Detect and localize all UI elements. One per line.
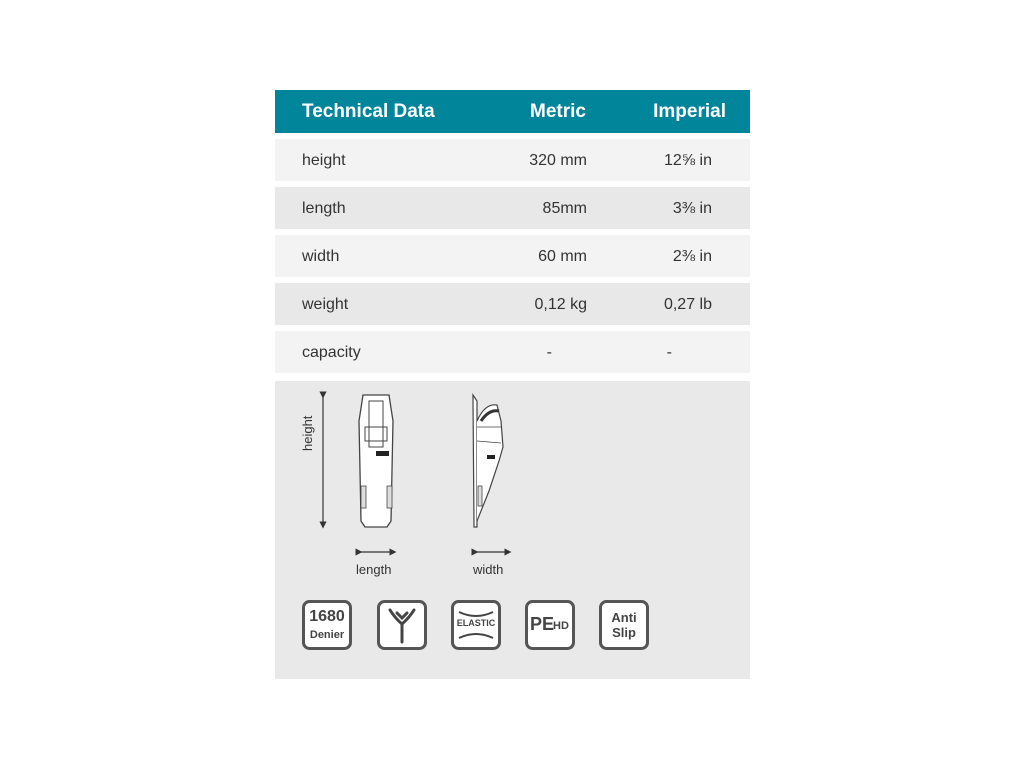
length-label: length bbox=[356, 562, 392, 577]
row-metric: 60 mm bbox=[538, 248, 587, 265]
row-label: length bbox=[302, 200, 346, 217]
table-row bbox=[275, 235, 750, 277]
width-label: width bbox=[473, 562, 504, 577]
anti-slip-badge: Anti Slip bbox=[599, 600, 649, 650]
row-label: capacity bbox=[302, 344, 361, 361]
row-metric: 85mm bbox=[542, 200, 587, 217]
side-holster-outline bbox=[473, 395, 477, 527]
elastic-badge: ELASTIC bbox=[451, 600, 501, 650]
pehd-badge: PE HD bbox=[525, 600, 575, 650]
row-metric: 320 mm bbox=[529, 152, 587, 169]
row-metric: - bbox=[546, 344, 552, 361]
denier-badge: 1680 Denier bbox=[302, 600, 352, 650]
row-imperial: 3⅜ in bbox=[672, 200, 712, 217]
technical-data-table bbox=[275, 90, 750, 373]
table-row bbox=[275, 283, 750, 325]
row-metric: 0,12 kg bbox=[534, 296, 587, 313]
row-imperial: 12⅝ in bbox=[663, 152, 712, 169]
header-metric: Metric bbox=[530, 101, 586, 122]
header-technical-data: Technical Data bbox=[302, 101, 435, 122]
height-label: height bbox=[300, 415, 315, 451]
header-imperial: Imperial bbox=[653, 101, 726, 122]
row-label: width bbox=[302, 248, 340, 265]
split-strap-icon bbox=[377, 600, 427, 650]
table-row bbox=[275, 139, 750, 181]
table-row bbox=[275, 331, 750, 373]
row-label: height bbox=[302, 152, 346, 169]
dimension-illustration-panel bbox=[275, 381, 750, 679]
table-row bbox=[275, 187, 750, 229]
row-imperial: 2⅜ in bbox=[672, 248, 712, 265]
row-label: weight bbox=[302, 296, 349, 313]
row-imperial: 0,27 lb bbox=[663, 296, 712, 313]
table-header bbox=[275, 90, 750, 133]
row-imperial: - bbox=[666, 344, 672, 361]
